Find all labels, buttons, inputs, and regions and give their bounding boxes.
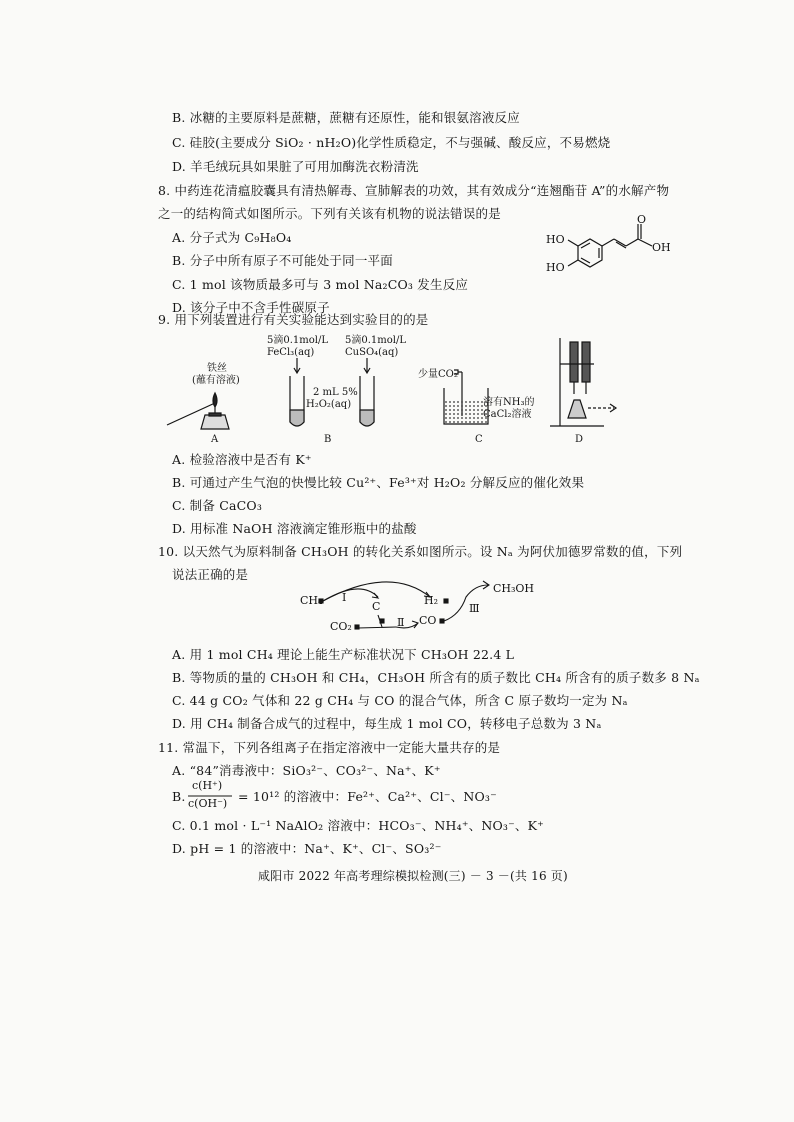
q9-option-c: C. 制备 CaCO₃ [172,498,263,513]
q9-option-a: A. 检验溶液中是否有 K⁺ [172,452,312,467]
diagram-step3: Ⅲ [469,602,480,615]
figC-gas-label: 少量CO₂ [418,369,458,380]
diagram-ch3oh: CH₃OH [493,582,535,595]
q9-option-b: B. 可通过产生气泡的快慢比较 Cu²⁺、Fe³⁺对 H₂O₂ 分解反应的催化效果 [172,475,585,490]
diagram-co2: CO₂ [330,620,352,633]
figC-caption: C [475,434,483,445]
diagram-c: C [372,600,381,613]
figA-label-solution: (蘸有溶液) [192,375,240,386]
q7-option-c: C. 硅胶(主要成分 SiO₂ · nH₂O)化学性质稳定，不与强碱、酸反应，不易燃烧 [172,135,611,150]
structure-ho-top: HO [546,233,565,246]
q8-option-d: D. 该分子中不含手性碳原子 [172,300,330,315]
q11-option-c: C. 0.1 mol · L⁻¹ NaAlO₂ 溶液中：HCO₃⁻、NH₄⁺、NO₃⁻、K⁺ [172,818,544,833]
q10-stem-line2: 说法正确的是 [172,567,249,582]
q11-option-b-denominator: c(OH⁻) [188,797,228,810]
diagram-h2: H₂ [424,594,439,607]
q11-option-d: D. pH = 1 的溶液中：Na⁺、K⁺、Cl⁻、SO₃²⁻ [172,841,442,856]
structure-carbonyl-o: O [637,213,647,226]
figB-h2o2-volume: 2 mL 5% [313,387,358,398]
figA-caption: A [211,434,219,445]
q10-stem-line1: 10. 以天然气为原料制备 CH₃OH 的转化关系如图所示。设 Nₐ 为阿伏加德罗常数的值，下列 [158,544,683,559]
diagram-ch4: CH₄ [300,594,323,607]
q9-option-d: D. 用标准 NaOH 溶液滴定锥形瓶中的盐酸 [172,521,417,536]
q11-option-b-prefix: B. [172,789,186,804]
q8-stem-line2: 之一的结构简式如图所示。下列有关该有机物的说法错误的是 [158,206,501,221]
structure-oh-acid: OH [652,241,671,254]
caffeic-acid-structure [540,214,700,294]
figC-solution-line1: 溶有NH₃的 [483,397,535,408]
page-footer: 咸阳市 2022 年高考理综模拟检测(三) － 3 －(共 16 页) [258,869,568,883]
q8-option-a: A. 分子式为 C₉H₈O₄ [172,230,292,245]
q7-option-d: D. 羊毛绒玩具如果脏了可用加酶洗衣粉清洗 [172,159,419,174]
diagram-step1: Ⅰ [342,591,347,604]
figB-drop2-reagent: CuSO₄(aq) [345,347,399,358]
q11-option-a: A. “84”消毒液中：SiO₃²⁻、CO₃²⁻、Na⁺、K⁺ [172,763,441,778]
figB-drop1-reagent: FeCl₃(aq) [267,347,315,358]
figB-drop2-conc: 5滴0.1mol/L [345,335,406,346]
diagram-co: CO [419,614,437,627]
q8-stem-line1: 8. 中药连花清瘟胶囊具有清热解毒、宣肺解表的功效，其有效成分“连翘酯苷 A”的水解产物 [158,183,670,198]
figB-drop1-conc: 5滴0.1mol/L [267,335,328,346]
q9-stem: 9. 用下列装置进行有关实验能达到实验目的的是 [158,312,429,327]
q8-option-c: C. 1 mol 该物质最多可与 3 mol Na₂CO₃ 发生反应 [172,277,469,292]
figB-test-tubes [280,358,380,433]
figA-alcohol-lamp [165,385,245,435]
q10-option-b: B. 等物质的量的 CH₃OH 和 CH₄，CH₃OH 所含有的质子数比 CH₄ 所含有的质子数多 8 Nₐ [172,670,700,685]
structure-ho-bottom: HO [546,261,565,274]
q11-option-b-rest: = 10¹² 的溶液中：Fe²⁺、Ca²⁺、Cl⁻、NO₃⁻ [238,789,497,804]
q10-option-c: C. 44 g CO₂ 气体和 22 g CH₄ 与 CO 的混合气体，所含 C 原子数均一定为 Nₐ [172,693,628,708]
figB-h2o2-reagent: H₂O₂(aq) [306,399,352,410]
figB-caption: B [324,434,332,445]
q10-conversion-diagram [300,575,580,645]
diagram-step2: Ⅱ [397,616,405,629]
q10-option-d: D. 用 CH₄ 制备合成气的过程中，每生成 1 mol CO，转移电子总数为 3 Nₐ [172,716,602,731]
q7-option-b: B. 冰糖的主要原料是蔗糖，蔗糖有还原性，能和银氨溶液反应 [172,110,520,125]
q10-option-a: A. 用 1 mol CH₄ 理论上能生产标准状况下 CH₃OH 22.4 L [172,647,515,662]
figD-caption: D [575,434,584,445]
figA-label-wire: 铁丝 [207,363,227,374]
q8-option-b: B. 分子中所有原子不可能处于同一平面 [172,253,393,268]
figD-titration-apparatus [548,338,628,433]
q11-option-b-numerator: c(H⁺) [192,779,223,792]
figC-solution-line2: CaCl₂溶液 [483,409,532,420]
q11-stem: 11. 常温下，下列各组离子在指定溶液中一定能大量共存的是 [158,740,501,755]
